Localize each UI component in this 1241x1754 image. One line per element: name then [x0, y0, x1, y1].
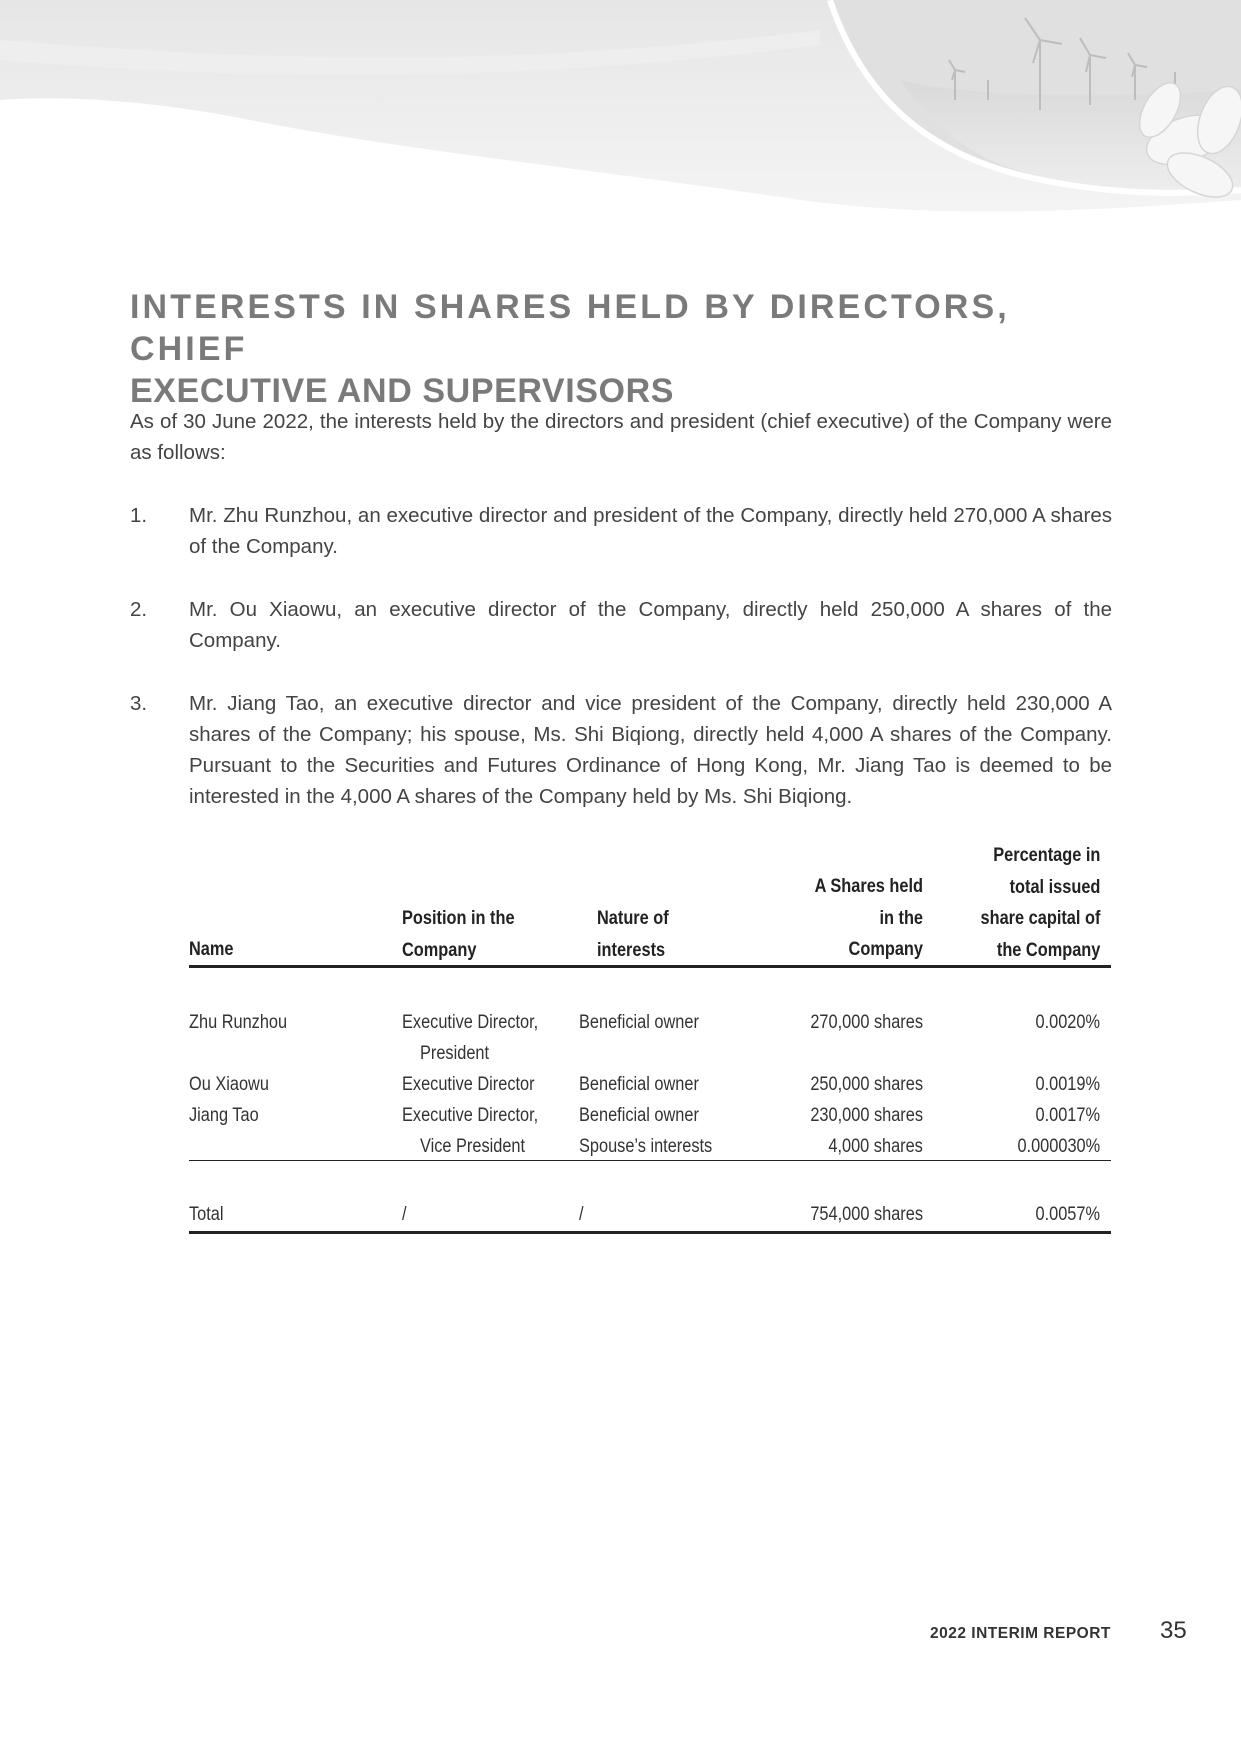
cell-name: Ou Xiaowu	[189, 1074, 269, 1095]
list-item-number: 1.	[130, 504, 148, 527]
cell-percentage: 0.0020%	[1035, 1012, 1100, 1033]
total-label: Total	[189, 1204, 224, 1225]
cell-percentage: 0.0017%	[1035, 1105, 1100, 1126]
cell-nature: Beneficial owner	[579, 1074, 699, 1095]
heading-line-1: INTERESTS IN SHARES HELD BY DIRECTORS, CHIEF	[130, 288, 1010, 368]
page-number: 35	[1160, 1617, 1187, 1644]
total-rule	[189, 1231, 1111, 1234]
cell-position: Executive Director	[402, 1074, 535, 1095]
cell-position: Executive Director,	[402, 1105, 539, 1126]
report-footer-label: 2022 INTERIM REPORT	[930, 1625, 1111, 1642]
cell-shares: 230,000 shares	[810, 1105, 923, 1126]
cell-shares: 4,000 shares	[828, 1136, 923, 1157]
total-shares: 754,000 shares	[810, 1204, 923, 1225]
cell-shares: 250,000 shares	[810, 1074, 923, 1095]
cell-nature: Beneficial owner	[579, 1105, 699, 1126]
header-percentage: Percentage in total issued share capital of the Company	[980, 845, 1100, 961]
section-heading	[130, 286, 1120, 412]
cell-position: Executive Director,	[402, 1012, 539, 1033]
header-shares: A Shares held in the Company	[814, 876, 923, 960]
list-item-text: Mr. Ou Xiaowu, an executive director of the Company, directly held 250,000 A shares of the Company.	[189, 598, 1112, 652]
cell-name: Jiang Tao	[189, 1105, 259, 1126]
cell-percentage: 0.0019%	[1035, 1074, 1100, 1095]
header-name: Name	[189, 939, 234, 960]
subtotal-rule	[189, 1160, 1111, 1161]
cell-shares: 270,000 shares	[810, 1012, 923, 1033]
cell-nature: Beneficial owner	[579, 1012, 699, 1033]
list-item-text: Mr. Zhu Runzhou, an executive director and president of the Company, directly held 270,000 A shares of the Company.	[189, 504, 1112, 558]
cell-position: Vice President	[420, 1136, 526, 1157]
cell-percentage: 0.000030%	[1017, 1136, 1100, 1157]
cell-nature: Spouse’s interests	[579, 1136, 713, 1157]
header-position: Position in the Company	[402, 908, 515, 961]
header-nature: Nature of interests	[597, 908, 669, 961]
total-position: /	[402, 1204, 407, 1225]
header-decoration	[0, 0, 1241, 230]
list-item-text: Mr. Jiang Tao, an executive director and vice president of the Company, directly held 230,000 A shares of the Company; his spouse, Ms. Shi Biqiong, directly held 4,000 A shares of the Company. Pursuant to the Securities and Futures Ordinance of Hong Kong, Mr. Jiang Tao is deemed to be interested in the 4,000 A shares of the Company held by Ms. Shi Biqiong.	[189, 692, 1112, 808]
intro-paragraph: As of 30 June 2022, the interests held by the directors and president (chief executive) of the Company were as follows:	[130, 410, 1112, 464]
total-nature: /	[579, 1204, 584, 1225]
cell-name: Zhu Runzhou	[189, 1012, 288, 1033]
list-item-number: 2.	[130, 598, 148, 621]
header-rule	[189, 965, 1111, 968]
heading-line-2: EXECUTIVE AND SUPERVISORS	[130, 372, 675, 410]
list-item-number: 3.	[130, 692, 148, 715]
total-percentage: 0.0057%	[1035, 1204, 1100, 1225]
cell-position: President	[420, 1043, 490, 1064]
